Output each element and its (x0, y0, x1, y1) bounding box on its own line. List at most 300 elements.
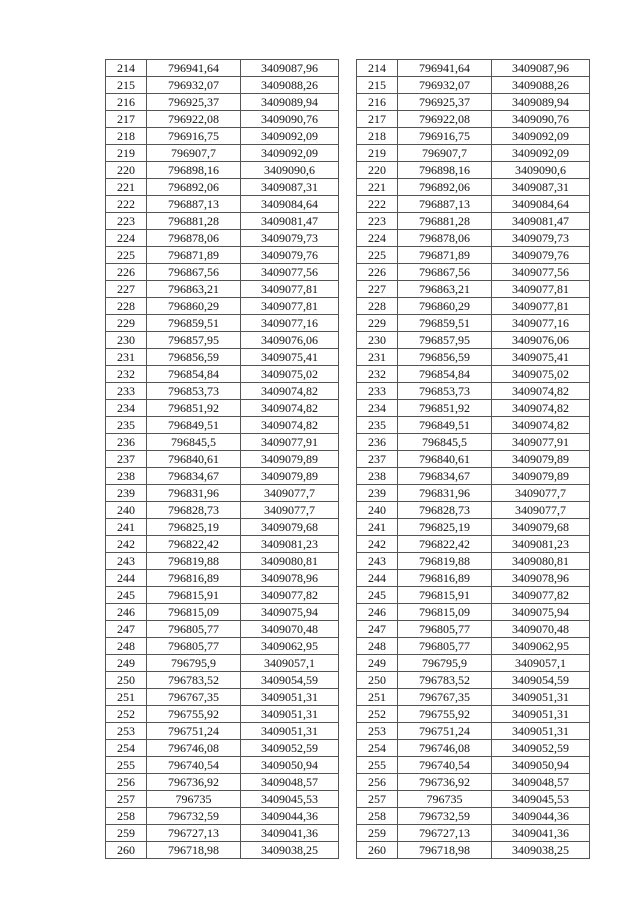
point-number-cell: 220 (106, 162, 147, 179)
x-coordinate-cell: 796892,06 (147, 179, 241, 196)
y-coordinate-cell: 3409075,94 (492, 604, 590, 621)
table-row (106, 213, 339, 230)
x-coordinate-cell: 796783,52 (398, 672, 492, 689)
y-coordinate-cell: 3409077,81 (241, 281, 339, 298)
y-coordinate-cell: 3409051,31 (241, 706, 339, 723)
table-row (106, 774, 339, 791)
x-coordinate-cell: 796816,89 (398, 570, 492, 587)
table-row (357, 485, 590, 502)
x-coordinate-cell: 796871,89 (147, 247, 241, 264)
y-coordinate-cell: 3409044,36 (241, 808, 339, 825)
table-row (357, 638, 590, 655)
right-table-body (357, 60, 590, 859)
y-coordinate-cell: 3409045,53 (241, 791, 339, 808)
table-row (106, 247, 339, 264)
point-number-cell: 246 (357, 604, 398, 621)
table-row (106, 825, 339, 842)
table-row (357, 706, 590, 723)
x-coordinate-cell: 796907,7 (147, 145, 241, 162)
x-coordinate-cell: 796805,77 (398, 638, 492, 655)
x-coordinate-cell: 796849,51 (398, 417, 492, 434)
point-number-cell: 218 (106, 128, 147, 145)
y-coordinate-cell: 3409041,36 (241, 825, 339, 842)
y-coordinate-cell: 3409090,6 (241, 162, 339, 179)
x-coordinate-cell: 796819,88 (147, 553, 241, 570)
table-row (106, 723, 339, 740)
table-row (357, 621, 590, 638)
y-coordinate-cell: 3409077,56 (492, 264, 590, 281)
y-coordinate-cell: 3409077,16 (241, 315, 339, 332)
y-coordinate-cell: 3409079,76 (241, 247, 339, 264)
x-coordinate-cell: 796867,56 (398, 264, 492, 281)
point-number-cell: 229 (357, 315, 398, 332)
table-row (357, 383, 590, 400)
table-row (357, 179, 590, 196)
x-coordinate-cell: 796736,92 (147, 774, 241, 791)
x-coordinate-cell: 796916,75 (398, 128, 492, 145)
x-coordinate-cell: 796718,98 (398, 842, 492, 859)
point-number-cell: 244 (357, 570, 398, 587)
table-row (357, 774, 590, 791)
point-number-cell: 245 (357, 587, 398, 604)
point-number-cell: 226 (106, 264, 147, 281)
point-number-cell: 223 (357, 213, 398, 230)
y-coordinate-cell: 3409092,09 (492, 145, 590, 162)
table-row (106, 502, 339, 519)
x-coordinate-cell: 796867,56 (147, 264, 241, 281)
point-number-cell: 259 (106, 825, 147, 842)
point-number-cell: 255 (106, 757, 147, 774)
table-row (106, 740, 339, 757)
point-number-cell: 232 (106, 366, 147, 383)
y-coordinate-cell: 3409089,94 (241, 94, 339, 111)
x-coordinate-cell: 796727,13 (398, 825, 492, 842)
point-number-cell: 237 (357, 451, 398, 468)
point-number-cell: 236 (357, 434, 398, 451)
table-row (106, 315, 339, 332)
y-coordinate-cell: 3409048,57 (492, 774, 590, 791)
x-coordinate-cell: 796856,59 (398, 349, 492, 366)
x-coordinate-cell: 796795,9 (147, 655, 241, 672)
point-number-cell: 249 (106, 655, 147, 672)
table-row (106, 808, 339, 825)
table-row (357, 757, 590, 774)
table-row (106, 570, 339, 587)
right-coordinate-table (356, 59, 590, 859)
y-coordinate-cell: 3409074,82 (492, 383, 590, 400)
point-number-cell: 260 (357, 842, 398, 859)
x-coordinate-cell: 796860,29 (398, 298, 492, 315)
y-coordinate-cell: 3409079,89 (492, 451, 590, 468)
x-coordinate-cell: 796767,35 (147, 689, 241, 706)
table-row (357, 162, 590, 179)
y-coordinate-cell: 3409052,59 (492, 740, 590, 757)
x-coordinate-cell: 796845,5 (398, 434, 492, 451)
point-number-cell: 241 (106, 519, 147, 536)
x-coordinate-cell: 796892,06 (398, 179, 492, 196)
y-coordinate-cell: 3409051,31 (241, 723, 339, 740)
y-coordinate-cell: 3409079,76 (492, 247, 590, 264)
point-number-cell: 230 (357, 332, 398, 349)
y-coordinate-cell: 3409077,56 (241, 264, 339, 281)
table-row (357, 740, 590, 757)
y-coordinate-cell: 3409074,82 (241, 417, 339, 434)
y-coordinate-cell: 3409076,06 (492, 332, 590, 349)
point-number-cell: 244 (106, 570, 147, 587)
table-row (357, 417, 590, 434)
x-coordinate-cell: 796828,73 (398, 502, 492, 519)
point-number-cell: 228 (357, 298, 398, 315)
y-coordinate-cell: 3409077,81 (241, 298, 339, 315)
table-row (106, 451, 339, 468)
y-coordinate-cell: 3409079,73 (241, 230, 339, 247)
y-coordinate-cell: 3409080,81 (492, 553, 590, 570)
point-number-cell: 220 (357, 162, 398, 179)
table-row (106, 757, 339, 774)
x-coordinate-cell: 796815,91 (147, 587, 241, 604)
table-row (357, 111, 590, 128)
table-row (357, 536, 590, 553)
x-coordinate-cell: 796863,21 (398, 281, 492, 298)
y-coordinate-cell: 3409078,96 (492, 570, 590, 587)
x-coordinate-cell: 796878,06 (398, 230, 492, 247)
x-coordinate-cell: 796860,29 (147, 298, 241, 315)
table-row (357, 145, 590, 162)
y-coordinate-cell: 3409079,89 (241, 468, 339, 485)
point-number-cell: 247 (357, 621, 398, 638)
point-number-cell: 252 (106, 706, 147, 723)
x-coordinate-cell: 796732,59 (147, 808, 241, 825)
point-number-cell: 260 (106, 842, 147, 859)
y-coordinate-cell: 3409051,31 (241, 689, 339, 706)
table-row (106, 332, 339, 349)
table-row (357, 94, 590, 111)
y-coordinate-cell: 3409045,53 (492, 791, 590, 808)
table-row (357, 723, 590, 740)
y-coordinate-cell: 3409057,1 (241, 655, 339, 672)
y-coordinate-cell: 3409044,36 (492, 808, 590, 825)
table-row (106, 145, 339, 162)
y-coordinate-cell: 3409088,26 (241, 77, 339, 94)
point-number-cell: 214 (106, 60, 147, 77)
x-coordinate-cell: 796878,06 (147, 230, 241, 247)
table-row (357, 604, 590, 621)
table-row (357, 808, 590, 825)
y-coordinate-cell: 3409070,48 (241, 621, 339, 638)
x-coordinate-cell: 796887,13 (147, 196, 241, 213)
x-coordinate-cell: 796859,51 (398, 315, 492, 332)
point-number-cell: 256 (357, 774, 398, 791)
point-number-cell: 245 (106, 587, 147, 604)
table-row (106, 298, 339, 315)
point-number-cell: 247 (106, 621, 147, 638)
x-coordinate-cell: 796834,67 (147, 468, 241, 485)
table-row (357, 519, 590, 536)
x-coordinate-cell: 796849,51 (147, 417, 241, 434)
point-number-cell: 222 (106, 196, 147, 213)
y-coordinate-cell: 3409075,02 (492, 366, 590, 383)
y-coordinate-cell: 3409079,68 (241, 519, 339, 536)
x-coordinate-cell: 796805,77 (147, 621, 241, 638)
table-row (357, 468, 590, 485)
y-coordinate-cell: 3409092,09 (241, 128, 339, 145)
point-number-cell: 253 (106, 723, 147, 740)
point-number-cell: 251 (106, 689, 147, 706)
x-coordinate-cell: 796831,96 (147, 485, 241, 502)
table-row (357, 400, 590, 417)
x-coordinate-cell: 796922,08 (398, 111, 492, 128)
point-number-cell: 233 (106, 383, 147, 400)
y-coordinate-cell: 3409077,7 (492, 485, 590, 502)
table-row (106, 366, 339, 383)
table-row (106, 179, 339, 196)
table-row (106, 536, 339, 553)
table-row (106, 689, 339, 706)
table-row (106, 485, 339, 502)
y-coordinate-cell: 3409081,23 (241, 536, 339, 553)
y-coordinate-cell: 3409084,64 (241, 196, 339, 213)
x-coordinate-cell: 796840,61 (147, 451, 241, 468)
table-row (357, 77, 590, 94)
x-coordinate-cell: 796922,08 (147, 111, 241, 128)
point-number-cell: 258 (357, 808, 398, 825)
point-number-cell: 250 (357, 672, 398, 689)
table-row (106, 468, 339, 485)
left-coordinate-table-container (105, 59, 335, 857)
x-coordinate-cell: 796840,61 (398, 451, 492, 468)
x-coordinate-cell: 796851,92 (147, 400, 241, 417)
table-row (357, 230, 590, 247)
x-coordinate-cell: 796854,84 (147, 366, 241, 383)
point-number-cell: 217 (357, 111, 398, 128)
table-row (357, 128, 590, 145)
y-coordinate-cell: 3409084,64 (492, 196, 590, 213)
x-coordinate-cell: 796825,19 (147, 519, 241, 536)
point-number-cell: 224 (357, 230, 398, 247)
table-row (357, 247, 590, 264)
point-number-cell: 231 (357, 349, 398, 366)
point-number-cell: 238 (106, 468, 147, 485)
table-row (106, 519, 339, 536)
point-number-cell: 227 (357, 281, 398, 298)
x-coordinate-cell: 796815,91 (398, 587, 492, 604)
point-number-cell: 242 (357, 536, 398, 553)
x-coordinate-cell: 796751,24 (147, 723, 241, 740)
point-number-cell: 219 (106, 145, 147, 162)
y-coordinate-cell: 3409038,25 (241, 842, 339, 859)
table-row (357, 434, 590, 451)
y-coordinate-cell: 3409075,41 (241, 349, 339, 366)
table-row (357, 553, 590, 570)
y-coordinate-cell: 3409087,96 (241, 60, 339, 77)
y-coordinate-cell: 3409075,02 (241, 366, 339, 383)
table-row (106, 434, 339, 451)
point-number-cell: 248 (357, 638, 398, 655)
x-coordinate-cell: 796916,75 (147, 128, 241, 145)
y-coordinate-cell: 3409050,94 (241, 757, 339, 774)
table-row (106, 417, 339, 434)
point-number-cell: 242 (106, 536, 147, 553)
y-coordinate-cell: 3409079,73 (492, 230, 590, 247)
y-coordinate-cell: 3409087,96 (492, 60, 590, 77)
point-number-cell: 221 (106, 179, 147, 196)
table-row (357, 502, 590, 519)
point-number-cell: 225 (357, 247, 398, 264)
point-number-cell: 246 (106, 604, 147, 621)
y-coordinate-cell: 3409050,94 (492, 757, 590, 774)
x-coordinate-cell: 796853,73 (398, 383, 492, 400)
y-coordinate-cell: 3409092,09 (492, 128, 590, 145)
table-row (106, 621, 339, 638)
point-number-cell: 222 (357, 196, 398, 213)
left-coordinate-table (105, 59, 339, 859)
x-coordinate-cell: 796881,28 (147, 213, 241, 230)
table-row (106, 60, 339, 77)
point-number-cell: 228 (106, 298, 147, 315)
y-coordinate-cell: 3409076,06 (241, 332, 339, 349)
point-number-cell: 218 (357, 128, 398, 145)
y-coordinate-cell: 3409079,89 (241, 451, 339, 468)
point-number-cell: 229 (106, 315, 147, 332)
x-coordinate-cell: 796735 (147, 791, 241, 808)
y-coordinate-cell: 3409077,7 (241, 502, 339, 519)
y-coordinate-cell: 3409092,09 (241, 145, 339, 162)
point-number-cell: 256 (106, 774, 147, 791)
point-number-cell: 235 (106, 417, 147, 434)
y-coordinate-cell: 3409077,82 (492, 587, 590, 604)
table-row (357, 315, 590, 332)
x-coordinate-cell: 796822,42 (398, 536, 492, 553)
table-row (357, 689, 590, 706)
x-coordinate-cell: 796887,13 (398, 196, 492, 213)
y-coordinate-cell: 3409057,1 (492, 655, 590, 672)
y-coordinate-cell: 3409079,89 (492, 468, 590, 485)
table-row (106, 230, 339, 247)
table-row (357, 672, 590, 689)
table-row (106, 128, 339, 145)
x-coordinate-cell: 796825,19 (398, 519, 492, 536)
table-row (106, 842, 339, 859)
x-coordinate-cell: 796816,89 (147, 570, 241, 587)
y-coordinate-cell: 3409077,7 (492, 502, 590, 519)
point-number-cell: 258 (106, 808, 147, 825)
point-number-cell: 239 (106, 485, 147, 502)
point-number-cell: 257 (106, 791, 147, 808)
point-number-cell: 249 (357, 655, 398, 672)
table-row (357, 349, 590, 366)
table-row (106, 111, 339, 128)
point-number-cell: 254 (357, 740, 398, 757)
x-coordinate-cell: 796732,59 (398, 808, 492, 825)
x-coordinate-cell: 796853,73 (147, 383, 241, 400)
y-coordinate-cell: 3409077,91 (492, 434, 590, 451)
point-number-cell: 217 (106, 111, 147, 128)
point-number-cell: 253 (357, 723, 398, 740)
y-coordinate-cell: 3409041,36 (492, 825, 590, 842)
y-coordinate-cell: 3409077,16 (492, 315, 590, 332)
y-coordinate-cell: 3409051,31 (492, 706, 590, 723)
x-coordinate-cell: 796736,92 (398, 774, 492, 791)
point-number-cell: 235 (357, 417, 398, 434)
y-coordinate-cell: 3409051,31 (492, 723, 590, 740)
point-number-cell: 252 (357, 706, 398, 723)
point-number-cell: 250 (106, 672, 147, 689)
point-number-cell: 221 (357, 179, 398, 196)
table-row (357, 791, 590, 808)
y-coordinate-cell: 3409090,76 (492, 111, 590, 128)
x-coordinate-cell: 796828,73 (147, 502, 241, 519)
x-coordinate-cell: 796925,37 (398, 94, 492, 111)
point-number-cell: 240 (106, 502, 147, 519)
y-coordinate-cell: 3409074,82 (241, 383, 339, 400)
x-coordinate-cell: 796822,42 (147, 536, 241, 553)
point-number-cell: 234 (106, 400, 147, 417)
point-number-cell: 259 (357, 825, 398, 842)
x-coordinate-cell: 796740,54 (398, 757, 492, 774)
y-coordinate-cell: 3409080,81 (241, 553, 339, 570)
point-number-cell: 219 (357, 145, 398, 162)
point-number-cell: 236 (106, 434, 147, 451)
x-coordinate-cell: 796932,07 (147, 77, 241, 94)
y-coordinate-cell: 3409048,57 (241, 774, 339, 791)
y-coordinate-cell: 3409088,26 (492, 77, 590, 94)
point-number-cell: 225 (106, 247, 147, 264)
left-table-body (106, 60, 339, 859)
y-coordinate-cell: 3409062,95 (492, 638, 590, 655)
x-coordinate-cell: 796755,92 (398, 706, 492, 723)
point-number-cell: 234 (357, 400, 398, 417)
x-coordinate-cell: 796851,92 (398, 400, 492, 417)
x-coordinate-cell: 796718,98 (147, 842, 241, 859)
point-number-cell: 230 (106, 332, 147, 349)
table-row (357, 298, 590, 315)
y-coordinate-cell: 3409075,94 (241, 604, 339, 621)
x-coordinate-cell: 796859,51 (147, 315, 241, 332)
table-row (106, 400, 339, 417)
table-row (357, 842, 590, 859)
y-coordinate-cell: 3409074,82 (492, 417, 590, 434)
x-coordinate-cell: 796898,16 (398, 162, 492, 179)
y-coordinate-cell: 3409051,31 (492, 689, 590, 706)
x-coordinate-cell: 796740,54 (147, 757, 241, 774)
x-coordinate-cell: 796881,28 (398, 213, 492, 230)
y-coordinate-cell: 3409077,91 (241, 434, 339, 451)
x-coordinate-cell: 796805,77 (147, 638, 241, 655)
table-row (357, 281, 590, 298)
point-number-cell: 251 (357, 689, 398, 706)
point-number-cell: 227 (106, 281, 147, 298)
table-row (106, 655, 339, 672)
x-coordinate-cell: 796751,24 (398, 723, 492, 740)
table-row (357, 451, 590, 468)
x-coordinate-cell: 796856,59 (147, 349, 241, 366)
point-number-cell: 255 (357, 757, 398, 774)
x-coordinate-cell: 796746,08 (147, 740, 241, 757)
point-number-cell: 226 (357, 264, 398, 281)
table-row (357, 60, 590, 77)
x-coordinate-cell: 796735 (398, 791, 492, 808)
right-coordinate-table-container (356, 59, 586, 857)
point-number-cell: 215 (357, 77, 398, 94)
point-number-cell: 231 (106, 349, 147, 366)
table-row (106, 383, 339, 400)
x-coordinate-cell: 796907,7 (398, 145, 492, 162)
y-coordinate-cell: 3409054,59 (492, 672, 590, 689)
table-row (106, 672, 339, 689)
x-coordinate-cell: 796819,88 (398, 553, 492, 570)
table-row (106, 553, 339, 570)
point-number-cell: 215 (106, 77, 147, 94)
